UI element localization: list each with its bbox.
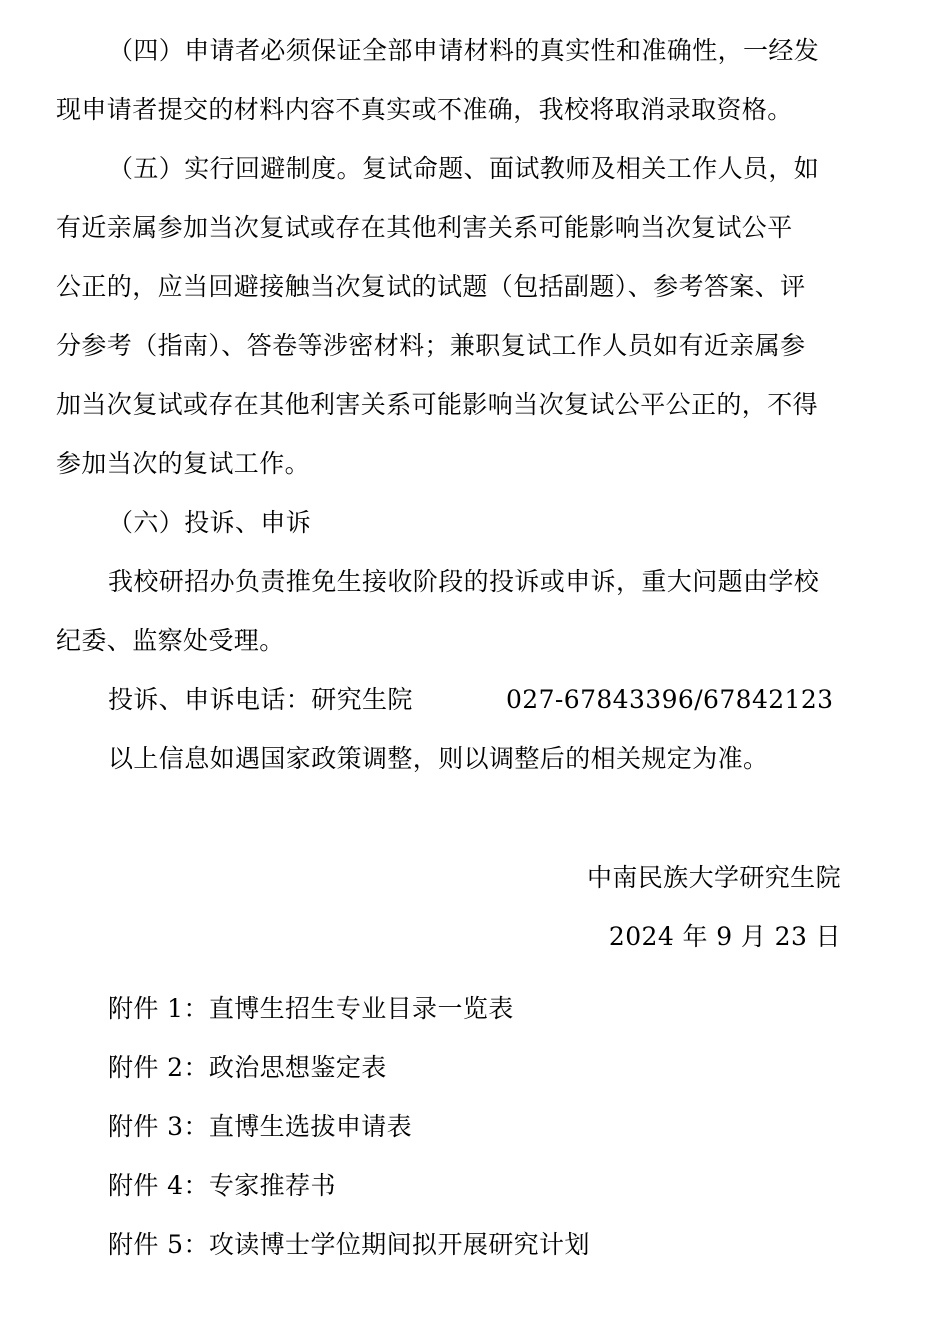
attachment-item: 附件 4：专家推荐书 bbox=[108, 1171, 336, 1200]
paragraph-5-line-3: 公正的，应当回避接触当次复试的试题（包括副题）、参考答案、评 bbox=[56, 272, 806, 301]
paragraph-5-line-2: 有近亲属参加当次复试或存在其他利害关系可能影响当次复试公平 bbox=[56, 213, 793, 242]
paragraph-6-line-1: 我校研招办负责推免生接收阶段的投诉或申诉，重大问题由学校 bbox=[108, 567, 820, 596]
paragraph-4-line-2: 现申请者提交的材料内容不真实或不准确，我校将取消录取资格。 bbox=[56, 95, 793, 124]
complaint-phone-number: 027-67843396/67842123 bbox=[506, 685, 834, 714]
section-6-heading: （六）投诉、申诉 bbox=[108, 508, 312, 537]
signature-date: 2024 年 9 月 23 日 bbox=[608, 922, 841, 951]
attachment-item: 附件 5：攻读博士学位期间拟开展研究计划 bbox=[108, 1230, 590, 1259]
paragraph-6-line-2: 纪委、监察处受理。 bbox=[56, 626, 285, 655]
attachment-item: 附件 2：政治思想鉴定表 bbox=[108, 1053, 387, 1082]
signature-organization: 中南民族大学研究生院 bbox=[586, 863, 841, 892]
complaint-label: 投诉、申诉电话：研究生院 bbox=[108, 685, 413, 714]
paragraph-5-line-5: 加当次复试或存在其他利害关系可能影响当次复试公平公正的，不得 bbox=[56, 390, 819, 419]
policy-note: 以上信息如遇国家政策调整，则以调整后的相关规定为准。 bbox=[108, 744, 769, 773]
attachment-item: 附件 3：直博生选拔申请表 bbox=[108, 1112, 413, 1141]
paragraph-4-line-1: （四）申请者必须保证全部申请材料的真实性和准确性，一经发 bbox=[108, 36, 820, 65]
paragraph-5-line-1: （五）实行回避制度。复试命题、面试教师及相关工作人员，如 bbox=[108, 154, 820, 183]
paragraph-5-line-6: 参加当次的复试工作。 bbox=[56, 449, 311, 478]
paragraph-5-line-4: 分参考（指南）、答卷等涉密材料；兼职复试工作人员如有近亲属参 bbox=[56, 331, 806, 360]
attachment-item: 附件 1：直博生招生专业目录一览表 bbox=[108, 994, 514, 1023]
